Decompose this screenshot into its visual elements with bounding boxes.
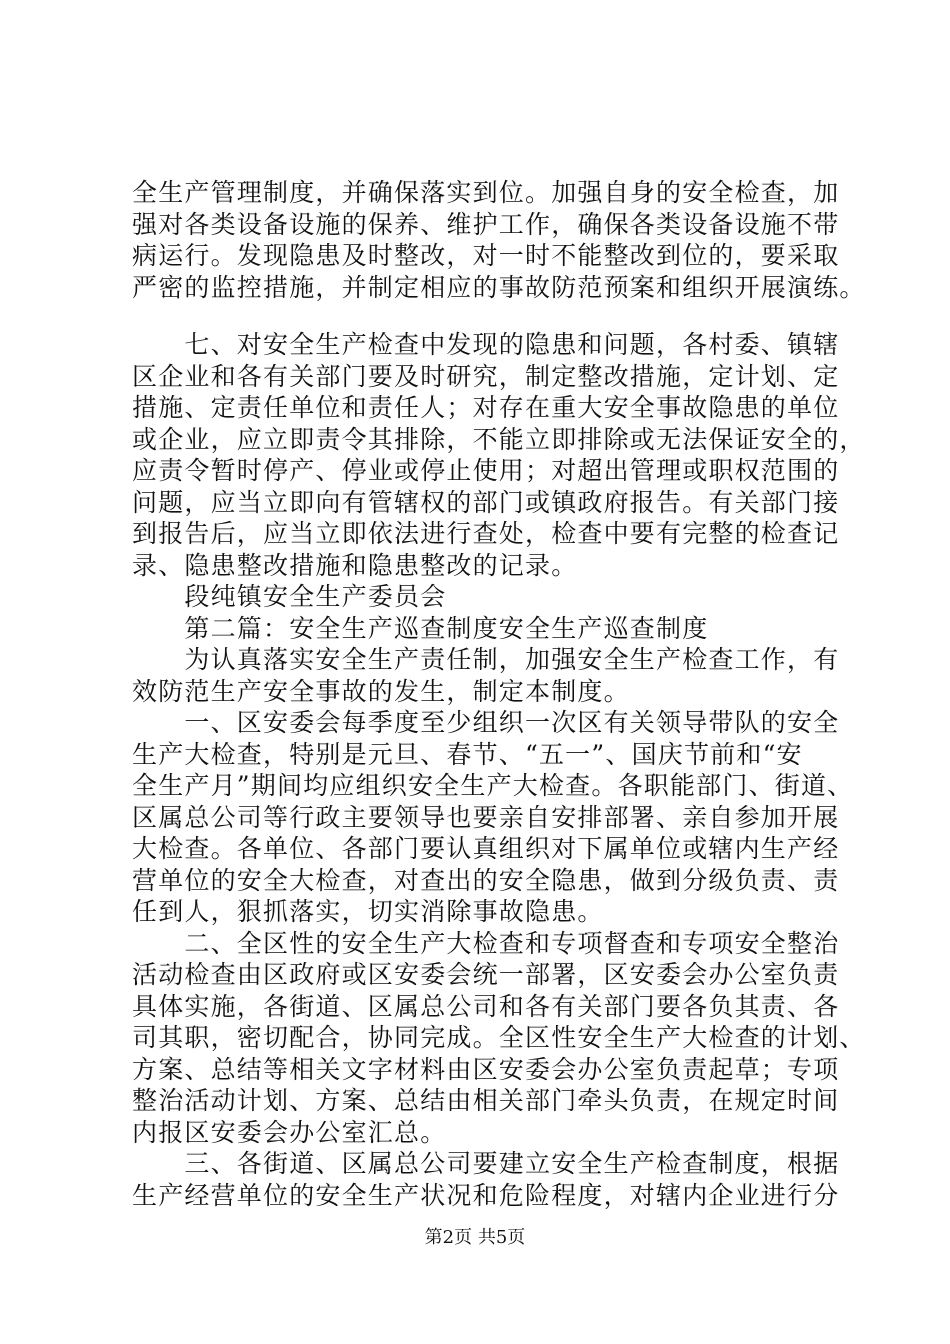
- text-line: 七、对安全生产检查中发现的隐患和问题，各村委、镇辖: [132, 330, 840, 359]
- text-line: 病运行。发现隐患及时整改，对一时不能整改到位的，要采取: [132, 241, 840, 270]
- text-line: 一、区安委会每季度至少组织一次区有关领导带队的安全: [132, 708, 840, 737]
- text-line: 为认真落实安全生产责任制，加强安全生产检查工作，有: [132, 645, 840, 674]
- text-line: 方案、总结等相关文字材料由区安委会办公室负责起草；专项: [132, 1054, 840, 1084]
- text-line: 三、各街道、区属总公司要建立安全生产检查制度，根据: [132, 1149, 840, 1178]
- text-line: 大检查。各单位、各部门要认真组织对下属单位或辖内生产经: [132, 834, 840, 863]
- text-line: 效防范生产安全事故的发生，制定本制度。: [132, 676, 630, 706]
- text-line: 录、隐患整改措施和隐患整改的记录。: [132, 550, 578, 580]
- text-line: 措施、定责任单位和责任人；对存在重大安全事故隐患的单位: [132, 393, 840, 422]
- text-line: 二、全区性的安全生产大检查和专项督查和专项安全整治: [132, 928, 840, 958]
- text-line: 区企业和各有关部门要及时研究，制定整改措施，定计划、定: [132, 361, 840, 391]
- text-line: 全生产管理制度，并确保落实到位。加强自身的安全检查，加: [132, 178, 840, 207]
- text-line: 严密的监控措施，并制定相应的事故防范预案和组织开展演练。: [132, 272, 866, 302]
- text-line: 营单位的安全大检查，对查出的安全隐患，做到分级负责、责: [132, 865, 840, 895]
- text-line: 全生产月”期间均应组织安全生产大检查。各职能部门、街道、: [132, 771, 854, 800]
- text-line: 区属总公司等行政主要领导也要亲自安排部署、亲自参加开展: [132, 802, 840, 832]
- text-line: 应责令暂时停产、停业或停止使用；对超出管理或职权范围的: [132, 456, 840, 485]
- text-line: 生产经营单位的安全生产状况和危险程度，对辖内企业进行分: [132, 1180, 840, 1210]
- text-line: 司其职，密切配合，协同完成。全区性安全生产大检查的计划、: [132, 1023, 866, 1052]
- signature-line: 段纯镇安全生产委员会: [132, 582, 447, 611]
- text-line: 整治活动计划、方案、总结由相关部门牵头负责，在规定时间: [132, 1086, 840, 1115]
- page-number: 第2页 共5页: [424, 1227, 526, 1248]
- text-line: 具体实施，各街道、区属总公司和各有关部门要各负其责、各: [132, 991, 840, 1021]
- text-line: 活动检查由区政府或区安委会统一部署，区安委会办公室负责: [132, 960, 840, 989]
- text-line: 问题，应当立即向有管辖权的部门或镇政府报告。有关部门接: [132, 487, 840, 517]
- text-line: 内报区安委会办公室汇总。: [132, 1117, 447, 1147]
- text-line: 任到人，狠抓落实，切实消除事故隐患。: [132, 897, 604, 926]
- section-title: 第二篇：安全生产巡查制度安全生产巡查制度: [132, 613, 709, 643]
- text-line: 强对各类设备设施的保养、维护工作，确保各类设备设施不带: [132, 209, 840, 239]
- text-line: 到报告后，应当立即依法进行查处，检查中要有完整的检查记: [132, 519, 840, 548]
- text-line: 生产大检查，特别是元旦、春节、“五一”、国庆节前和“安: [132, 739, 803, 769]
- text-line: 或企业，应立即责令其排除，不能立即排除或无法保证安全的，: [132, 424, 866, 454]
